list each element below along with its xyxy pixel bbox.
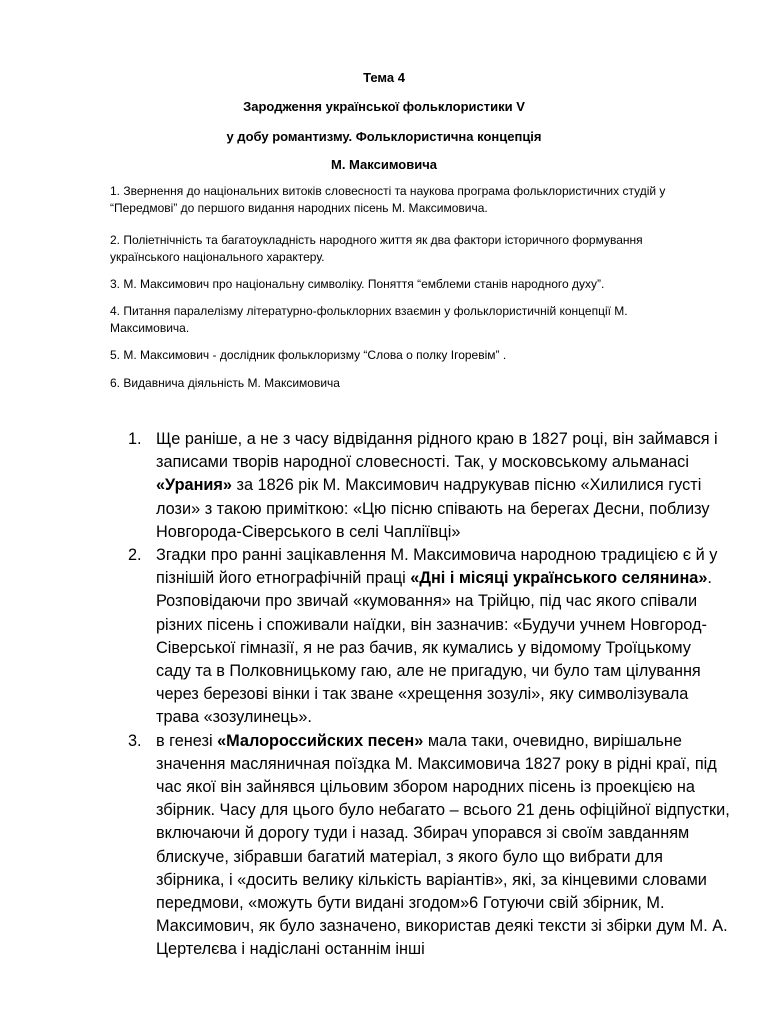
question-4-line-1: 4. Питання паралелізму літературно-фольклорних взаємин у фольклористичній концепції М.	[110, 304, 628, 318]
list-bold-title: «Урания»	[156, 476, 232, 495]
title-line-1: Зародження української фольклористики V	[243, 99, 525, 114]
question-5	[110, 347, 670, 364]
question-6-line-1: 6. Видавнича діяльність М. Максимовича	[110, 376, 340, 390]
question-2-line-2: українського національного характеру.	[110, 249, 325, 264]
list-text: . Розповідаючи про звичай «кумовання» на Трійцю, під час якого співали різних пісень і споживали наїдки, він зазначив: «Будучи учнем Новгород-Сіверської гімназії, я не раз бачив, як кумались у відомому Троїцькому саду та в Полковницькому гаю, але не пригадую, чи було там цілування через березові вінки і так зване «хрещення зозулі», яку символізувала трава «зозулинець».	[156, 569, 712, 727]
list-item	[128, 544, 730, 730]
list-number: 2.	[128, 546, 142, 565]
list-text: за 1826 рік М. Максимович надрукував пісню «Хилилися густі лози» з такою приміткою: «Цю пісню співають на берегах Десни, поблизу Новгорода-Сіверського в селі Чапліївці»	[156, 476, 710, 541]
question-5-line-1: 5. М. Максимович - дослідник фольклоризму “Слова о полку Ігоревім” .	[110, 348, 507, 362]
list-text: Ще раніше, а не з часу відвідання рідного краю в 1827 році, він займався і записами творів народної словесності. Так, у московському альманасі	[156, 430, 718, 472]
title-line-2: у добу романтизму. Фольклористична концепція	[226, 129, 542, 144]
question-2	[110, 232, 670, 265]
list-number: 1.	[128, 430, 142, 448]
question-4-line-2: Максимовича.	[110, 320, 190, 335]
topic-label: Тема 4	[363, 70, 405, 85]
question-6	[110, 375, 670, 392]
numbered-list	[128, 428, 730, 962]
list-number: 3.	[128, 731, 142, 750]
list-text: в генезі	[156, 731, 218, 750]
question-1	[110, 183, 670, 216]
question-3-line-1: 3. М. Максимович про національну символіку. Поняття “емблеми станів народного духу”.	[110, 277, 605, 291]
list-text: мала таки, очевидно, вирішальне значення масляничная поїздка М. Максимовича 1827 року в рідні краї, під час якої він зайнявся цільовим збором народних пісень із проекцією на збірник. Часу для цього було небагато – всього 21 день офіційної відпустки, включаючи й дорогу туди і назад. Збирач упорався зі своїм завданням блискуче, зібравши багатий матеріал, з якого було що вибрати для збірника, і «досить велику кількість варіантів», які, за кінцевими словами передмови, «можуть бути видані згодом»6 Готуючи свій збірник, М. Максимович, як було зазначено, використав деякі тексти зі збірки дум М. А. Цертелєва і надіслані останнім інші	[156, 731, 730, 959]
question-2-line-1: 2. Поліетнічність та багатоукладність народного життя як два фактори історичного формування	[110, 233, 643, 247]
list-bold-title: «Малороссийских песен»	[217, 731, 424, 750]
question-4	[110, 303, 670, 336]
question-1-line-1: 1. Звернення до національних витоків словесності та наукова програма фольклористичних студій у	[110, 184, 666, 198]
list-bold-title: «Дні і місяці українського селянина»	[410, 569, 708, 588]
question-3	[110, 276, 670, 293]
title-line-3: М. Максимовича	[331, 157, 437, 172]
list-item	[128, 730, 730, 962]
question-1-line-2: “Передмові” до першого видання народних пісень М. Максимовича.	[110, 200, 488, 215]
list-text: Згадки про ранні зацікавлення М. Максимовича народною традицією є й у пізнішій його етнографічній праці	[156, 546, 718, 588]
list-item	[128, 428, 730, 544]
